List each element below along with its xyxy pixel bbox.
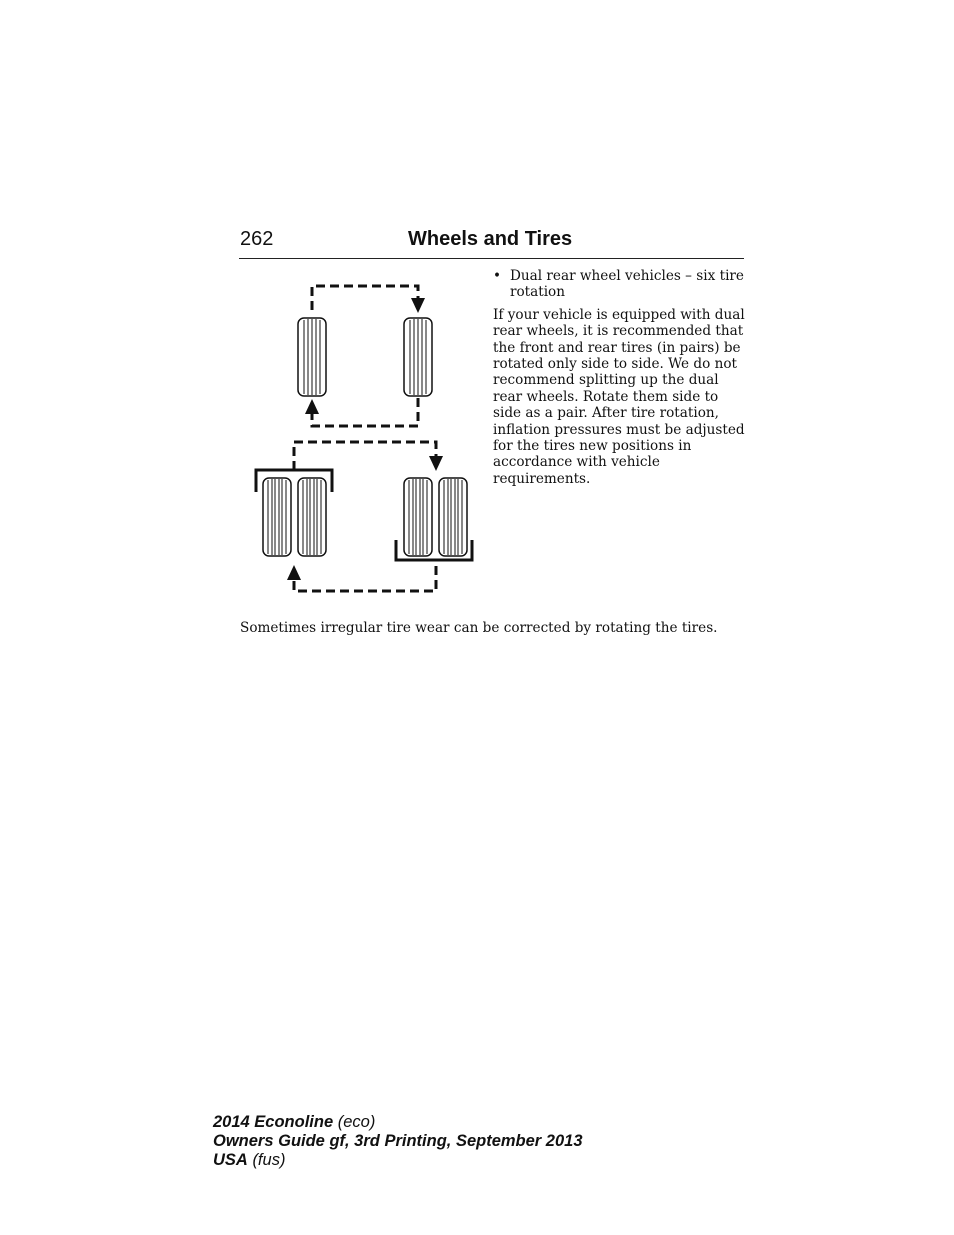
bottom-paragraph: Sometimes irregular tire wear can be corrected by rotating the tires. [240, 620, 718, 636]
rear-right-outer-tire [439, 478, 467, 556]
footer-line-1 [213, 1113, 583, 1132]
rear-right-arrowhead [429, 456, 443, 471]
footer-region: USA [213, 1151, 248, 1169]
footer-line-2 [213, 1132, 583, 1151]
bullet-text: Dual rear wheel vehicles – six tire rotation [510, 268, 744, 301]
footer-model-code: (eco) [337, 1113, 376, 1131]
footer-model: 2014 Econoline [213, 1113, 334, 1131]
rear-rotation-path [294, 442, 436, 470]
body-paragraph: If your vehicle is equipped with dual rear wheels, it is recommended that the front and rear tires (in pairs) be rotated only side to side. We do not recommend splitting up the dual rear wheels. Rotate them side to side as a pair. After tire rotation, inflation pressures must be adjusted for the tires new positions in accordance with vehicle requirements. [493, 306, 745, 487]
bullet-item [493, 268, 748, 301]
front-right-arrowhead [411, 298, 425, 313]
rear-right-inner-tire [404, 478, 432, 556]
page-number: 262 [240, 228, 274, 250]
rear-left-arrowhead [287, 565, 301, 580]
rear-left-outer-tire [263, 478, 291, 556]
footer-region-code: (fus) [252, 1151, 286, 1169]
front-rotation-path [312, 286, 418, 310]
footer-guide: Owners Guide gf, 3rd Printing, September 2013 [213, 1132, 583, 1150]
front-return-path [312, 398, 418, 426]
front-left-arrowhead [305, 399, 319, 414]
footer [213, 1113, 583, 1170]
tire-rotation-diagram [248, 276, 478, 598]
footer-line-3 [213, 1151, 583, 1170]
front-left-tire [298, 318, 326, 396]
header-divider [239, 258, 744, 259]
front-right-tire [404, 318, 432, 396]
right-column [493, 268, 748, 487]
section-title: Wheels and Tires [408, 228, 573, 250]
rear-return-path [294, 566, 436, 591]
rear-left-inner-tire [298, 478, 326, 556]
bullet-dot: • [493, 268, 502, 284]
